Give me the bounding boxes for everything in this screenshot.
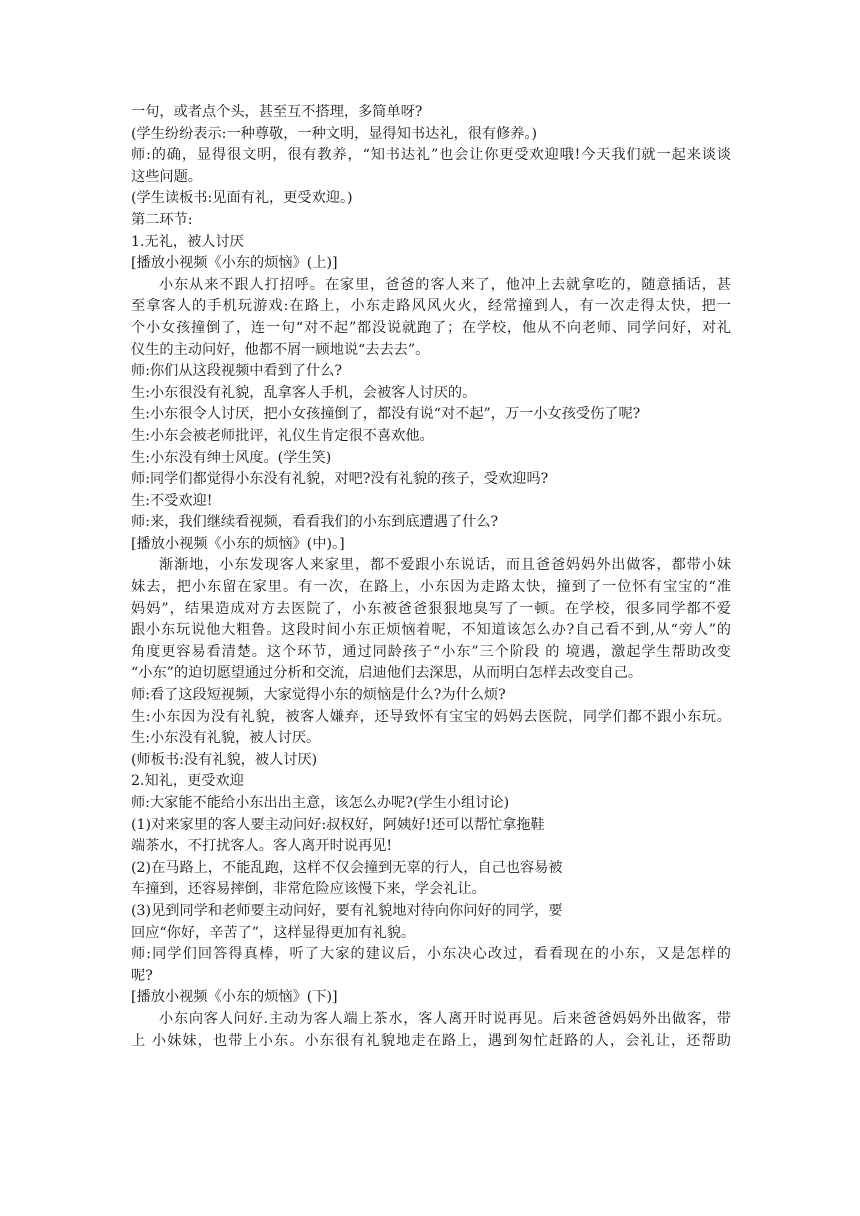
text-line: 师:的确，显得很文明，很有教养，“知书达礼”也会让你更受欢迎哦!今天我们就一起来谈谈 <box>131 147 731 164</box>
text-line: (2)在马路上，不能乱跑，这样不仅会撞到无辜的行人，自己也容易被 <box>131 859 563 876</box>
text-line: 上 小妹妹，也带上小东。小东很有礼貌地走在路上，遇到匆忙赶路的人，会礼让，还帮助 <box>131 1032 731 1049</box>
text-line: 师:大家能不能给小东出出主意，该怎么办呢?(学生小组讨论) <box>131 795 510 811</box>
text-line: 师:看了这段短视频，大家觉得小东的烦恼是什么?为什么烦? <box>131 687 506 704</box>
text-line: 一句，或者点个头，甚至互不搭理，多简单呀? <box>131 104 423 120</box>
text-line: 师:同学们回答得真棒，听了大家的建议后，小东决心改过，看看现在的小东，又是怎样的 <box>131 946 731 963</box>
text-line: 妹去，把小东留在家里。有一次，在路上，小东因为走路太快，撞到了一位怀有宝宝的“准 <box>131 579 731 596</box>
text-line: 车撞到，还容易摔倒，非常危险应该慢下来，学会礼让。 <box>131 881 486 898</box>
text-line: 生:小东因为没有礼貌，被客人嫌弃，还导致怀有宝宝的妈妈去医院，同学们都不跟小东玩。 <box>131 708 731 725</box>
text-line: (3)见到同学和老师要主动问好，要有礼貌地对待向你问好的同学，要 <box>131 902 563 919</box>
text-line: (学生纷纷表示:一种尊敬，一种文明，显得知书达礼，很有修养。) <box>131 125 538 142</box>
text-line: 跟小东玩说他大粗鲁。这段时间小东正烦恼着呢，不知道该怎么办?自己看不到,从“旁人”的 <box>131 622 731 639</box>
text-line: 呢? <box>131 967 153 984</box>
text-line: 生:小东会被老师批评，礼仪生肯定很不喜欢他。 <box>131 427 434 444</box>
text-line: 生:小东没有礼貌，被人讨厌。 <box>131 730 321 747</box>
text-line: 1.无礼，被人讨厌 <box>131 233 244 250</box>
text-line: 妈妈”，结果造成对方去医院了，小东被爸爸狠狠地臭写了一顿。在学校，很多同学都不爱 <box>131 600 731 617</box>
text-line: 师:来，我们继续看视频，看看我们的小东到底遭遇了什么? <box>131 514 499 531</box>
text-line: 2.知礼，更受欢迎 <box>131 773 244 790</box>
text-line: [播放小视频《小东的烦恼》(下)] <box>131 989 338 1006</box>
text-line: (1)对来家里的客人要主动问好:叔权好，阿姨好!还可以帮忙拿拖鞋 <box>131 816 545 833</box>
text-line: 回应“你好，辛苦了”，这样显得更加有礼貌。 <box>131 924 416 941</box>
text-line: (学生读板书:见面有礼，更受欢迎。) <box>131 190 353 207</box>
document-body <box>131 102 731 1052</box>
text-line: 个小女孩撞倒了，连一句“对不起”都没说就跑了；在学校，他从不向老师、同学问好，对礼 <box>131 319 731 336</box>
text-line: [播放小视频《小东的烦恼》(中)。] <box>131 535 345 552</box>
text-line: 小东从来不跟人打招呼。在家里，爸爸的客人来了，他冲上去就拿吃的，随意插话，甚 <box>159 276 731 293</box>
text-line: 渐渐地，小东发现客人来家里，都不爱跟小东说话，而且爸爸妈妈外出做客，都带小妹 <box>159 557 731 574</box>
text-line: 小东向客人问好.主动为客人端上茶水，客人离开时说再见。后来爸爸妈妈外出做客，带 <box>159 1010 731 1027</box>
text-line: (师板书:没有礼貌，被人讨厌) <box>131 751 318 768</box>
text-line: 第二环节: <box>131 211 193 228</box>
text-line: 生:小东没有绅士风度。(学生笑) <box>131 449 332 466</box>
text-line: 师:同学们都觉得小东没有礼貌，对吧?没有礼貌的孩子，受欢迎吗? <box>131 471 549 488</box>
text-line: 至拿客人的手机玩游戏:在路上，小东走路风风火火，经常撞到人，有一次走得太快，把一 <box>131 298 731 315</box>
text-line: [播放小视频《小东的烦恼》(上)] <box>131 255 338 272</box>
text-line: 端茶水，不打扰客人。客人离开时说再见! <box>131 838 393 855</box>
text-line: “小东”的迫切愿望通过分析和交流，启迪他们去深思，从而明白怎样去改变自己。 <box>131 665 643 682</box>
text-line: 仪生的主动问好，他都不屑一顾地说“去去去”。 <box>131 341 430 358</box>
text-line: 生:小东很没有礼貌，乱拿客人手机，会被客人讨厌的。 <box>131 384 477 401</box>
document-page <box>131 102 731 1052</box>
text-line: 生:小东很令人讨厌，把小女孩撞倒了，都没有说“对不起”，万一小女孩受伤了呢? <box>131 406 641 423</box>
text-line: 生:不受欢迎! <box>131 492 213 509</box>
text-line: 这些问题。 <box>131 168 202 185</box>
text-line: 师:你们从这段视频中看到了什么? <box>131 363 343 380</box>
text-line: 角度更容易看清楚。这个环节，通过同龄孩子“小东”三个阶段 的 境遇，激起学生帮助改变 <box>131 643 731 660</box>
